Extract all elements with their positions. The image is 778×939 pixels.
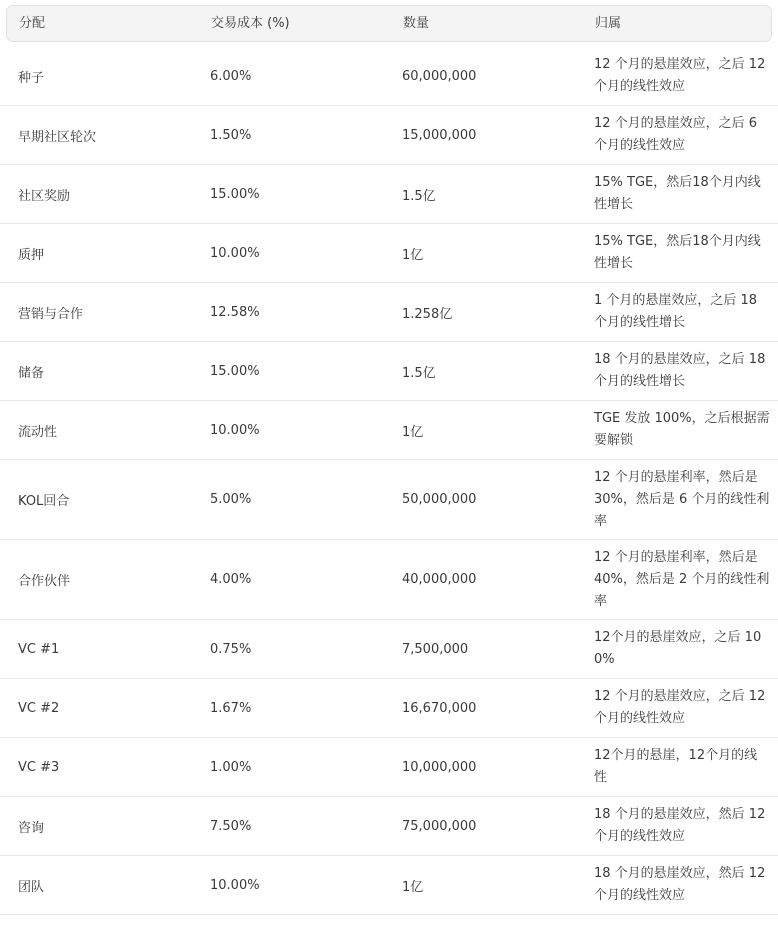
- allocation-cell-text: 储备: [18, 365, 45, 381]
- table-header: [6, 5, 772, 42]
- vesting-cell-text: 18 个月的悬崖效应，然后 12 个月的线性效应: [594, 807, 766, 844]
- allocation-cell-text: 营销与合作: [18, 306, 84, 322]
- amount-cell: [402, 797, 580, 855]
- vesting-cell: [594, 620, 770, 678]
- cost-cell-text: 15.00%: [210, 186, 260, 202]
- amount-cell: [402, 106, 580, 164]
- table-row: [0, 738, 778, 797]
- vesting-cell-text: 12 个月的悬崖利率，然后是 30%，然后是 6 个月的线性利率: [594, 469, 770, 529]
- amount-cell-text: 16,670,000: [402, 700, 477, 716]
- allocation-cell-text: VC #3: [18, 759, 60, 775]
- amount-cell-text: 60,000,000: [402, 68, 477, 84]
- vesting-cell-text: 15% TGE，然后18个月内线性增长: [594, 175, 761, 212]
- amount-cell-text: 40,000,000: [402, 572, 477, 587]
- cost-cell: [210, 224, 388, 282]
- vesting-cell-text: 12 个月的悬崖效应，之后 12 个月的线性效应: [594, 689, 766, 726]
- allocation-cell-text: KOL回合: [18, 494, 70, 509]
- cost-cell: [210, 342, 388, 400]
- table-row: [0, 856, 778, 915]
- allocation-cell-text: 种子: [18, 70, 45, 86]
- cost-cell: [210, 540, 388, 619]
- vesting-cell: [594, 342, 770, 400]
- cost-cell: [210, 47, 388, 105]
- allocation-cell: [18, 679, 196, 737]
- cost-cell-text: 1.50%: [210, 127, 252, 143]
- cost-cell-text: 1.00%: [210, 759, 252, 775]
- table-row: [0, 620, 778, 679]
- amount-cell-text: 7,500,000: [402, 641, 469, 657]
- vesting-cell-text: 12 个月的悬崖利率，然后是 40%，然后是 2 个月的线性利率: [594, 549, 770, 609]
- vesting-cell-text: 15% TGE，然后18个月内线性增长: [594, 234, 761, 271]
- table-row: [0, 165, 778, 224]
- allocation-cell-text: 流动性: [18, 424, 58, 440]
- cost-cell: [210, 679, 388, 737]
- vesting-cell: [594, 540, 770, 619]
- amount-cell: [402, 856, 580, 914]
- vesting-cell-text: 18 个月的悬崖效应，然后 12 个月的线性效应: [594, 866, 766, 903]
- amount-cell: [402, 738, 580, 796]
- header-vesting: 归属: [595, 16, 622, 31]
- header-allocation: 分配: [19, 16, 46, 31]
- amount-cell-text: 1亿: [402, 424, 424, 440]
- table-row: [0, 224, 778, 283]
- table-row: [0, 283, 778, 342]
- amount-cell-text: 1.5亿: [402, 188, 436, 204]
- cost-cell-text: 12.58%: [210, 304, 260, 320]
- cost-cell: [210, 283, 388, 341]
- allocation-cell: [18, 47, 196, 105]
- allocation-cell-text: VC #1: [18, 641, 60, 657]
- cost-cell: [210, 106, 388, 164]
- allocation-cell: [18, 283, 196, 341]
- amount-cell: [402, 401, 580, 459]
- amount-cell: [402, 342, 580, 400]
- vesting-cell: [594, 679, 770, 737]
- allocation-cell: [18, 540, 196, 619]
- table-row: [0, 342, 778, 401]
- header-amount: 数量: [403, 16, 430, 31]
- cost-cell: [210, 797, 388, 855]
- vesting-cell: [594, 738, 770, 796]
- table-row: [0, 47, 778, 106]
- amount-cell: [402, 460, 580, 539]
- amount-cell-text: 1.5亿: [402, 365, 436, 381]
- vesting-cell-text: 12 个月的悬崖效应，之后 6 个月的线性效应: [594, 116, 758, 153]
- cost-cell-text: 5.00%: [210, 492, 252, 507]
- allocation-cell: [18, 224, 196, 282]
- amount-cell: [402, 620, 580, 678]
- cost-cell-text: 15.00%: [210, 363, 260, 379]
- allocation-cell-text: 合作伙伴: [18, 574, 71, 589]
- amount-cell: [402, 679, 580, 737]
- allocation-cell: [18, 106, 196, 164]
- cost-cell: [210, 620, 388, 678]
- cost-cell: [210, 401, 388, 459]
- amount-cell-text: 1.258亿: [402, 306, 453, 322]
- table-row: [0, 797, 778, 856]
- table-row: [0, 679, 778, 738]
- amount-cell: [402, 283, 580, 341]
- table-row: [0, 460, 778, 540]
- amount-cell-text: 50,000,000: [402, 492, 477, 507]
- cost-cell-text: 4.00%: [210, 572, 252, 587]
- cost-cell: [210, 165, 388, 223]
- vesting-cell: [594, 47, 770, 105]
- allocation-cell-text: 质押: [18, 247, 45, 263]
- amount-cell: [402, 47, 580, 105]
- vesting-cell: [594, 460, 770, 539]
- allocation-cell: [18, 620, 196, 678]
- cost-cell-text: 10.00%: [210, 422, 260, 438]
- vesting-cell: [594, 401, 770, 459]
- cost-cell: [210, 856, 388, 914]
- amount-cell-text: 1亿: [402, 247, 424, 263]
- amount-cell: [402, 165, 580, 223]
- allocation-cell-text: 社区奖励: [18, 188, 71, 204]
- vesting-cell: [594, 797, 770, 855]
- amount-cell-text: 1亿: [402, 879, 424, 895]
- cost-cell: [210, 460, 388, 539]
- vesting-cell: [594, 283, 770, 341]
- cost-cell: [210, 738, 388, 796]
- allocation-cell: [18, 856, 196, 914]
- cost-cell-text: 10.00%: [210, 245, 260, 261]
- allocation-cell: [18, 738, 196, 796]
- allocation-cell-text: 团队: [18, 879, 45, 895]
- table-row: [0, 106, 778, 165]
- vesting-cell: [594, 224, 770, 282]
- vesting-cell: [594, 165, 770, 223]
- table-body: [0, 47, 778, 915]
- allocation-cell-text: 咨询: [18, 820, 45, 836]
- allocation-cell: [18, 165, 196, 223]
- allocation-cell: [18, 342, 196, 400]
- allocation-cell-text: 早期社区轮次: [18, 129, 97, 145]
- vesting-cell-text: 12 个月的悬崖效应，之后 12 个月的线性效应: [594, 57, 766, 94]
- vesting-cell-text: 12个月的悬崖，12个月的线性: [594, 748, 758, 785]
- header-cost: 交易成本 (%): [211, 16, 290, 31]
- amount-cell: [402, 224, 580, 282]
- vesting-cell-text: 12个月的悬崖效应，之后 100%: [594, 630, 762, 667]
- allocation-cell: [18, 797, 196, 855]
- cost-cell-text: 6.00%: [210, 68, 252, 84]
- allocation-cell-text: VC #2: [18, 700, 60, 716]
- allocation-cell: [18, 460, 196, 539]
- cost-cell-text: 1.67%: [210, 700, 252, 716]
- vesting-cell-text: 18 个月的悬崖效应，之后 18 个月的线性增长: [594, 352, 766, 389]
- amount-cell-text: 75,000,000: [402, 818, 477, 834]
- vesting-cell-text: TGE 发放 100%，之后根据需要解锁: [594, 411, 770, 448]
- amount-cell: [402, 540, 580, 619]
- vesting-cell-text: 1 个月的悬崖效应，之后 18 个月的线性增长: [594, 293, 758, 330]
- amount-cell-text: 15,000,000: [402, 127, 477, 143]
- vesting-cell: [594, 106, 770, 164]
- cost-cell-text: 0.75%: [210, 641, 252, 657]
- cost-cell-text: 10.00%: [210, 877, 260, 893]
- table-row: [0, 401, 778, 460]
- vesting-cell: [594, 856, 770, 914]
- cost-cell-text: 7.50%: [210, 818, 252, 834]
- amount-cell-text: 10,000,000: [402, 759, 477, 775]
- table-row: [0, 540, 778, 620]
- allocation-cell: [18, 401, 196, 459]
